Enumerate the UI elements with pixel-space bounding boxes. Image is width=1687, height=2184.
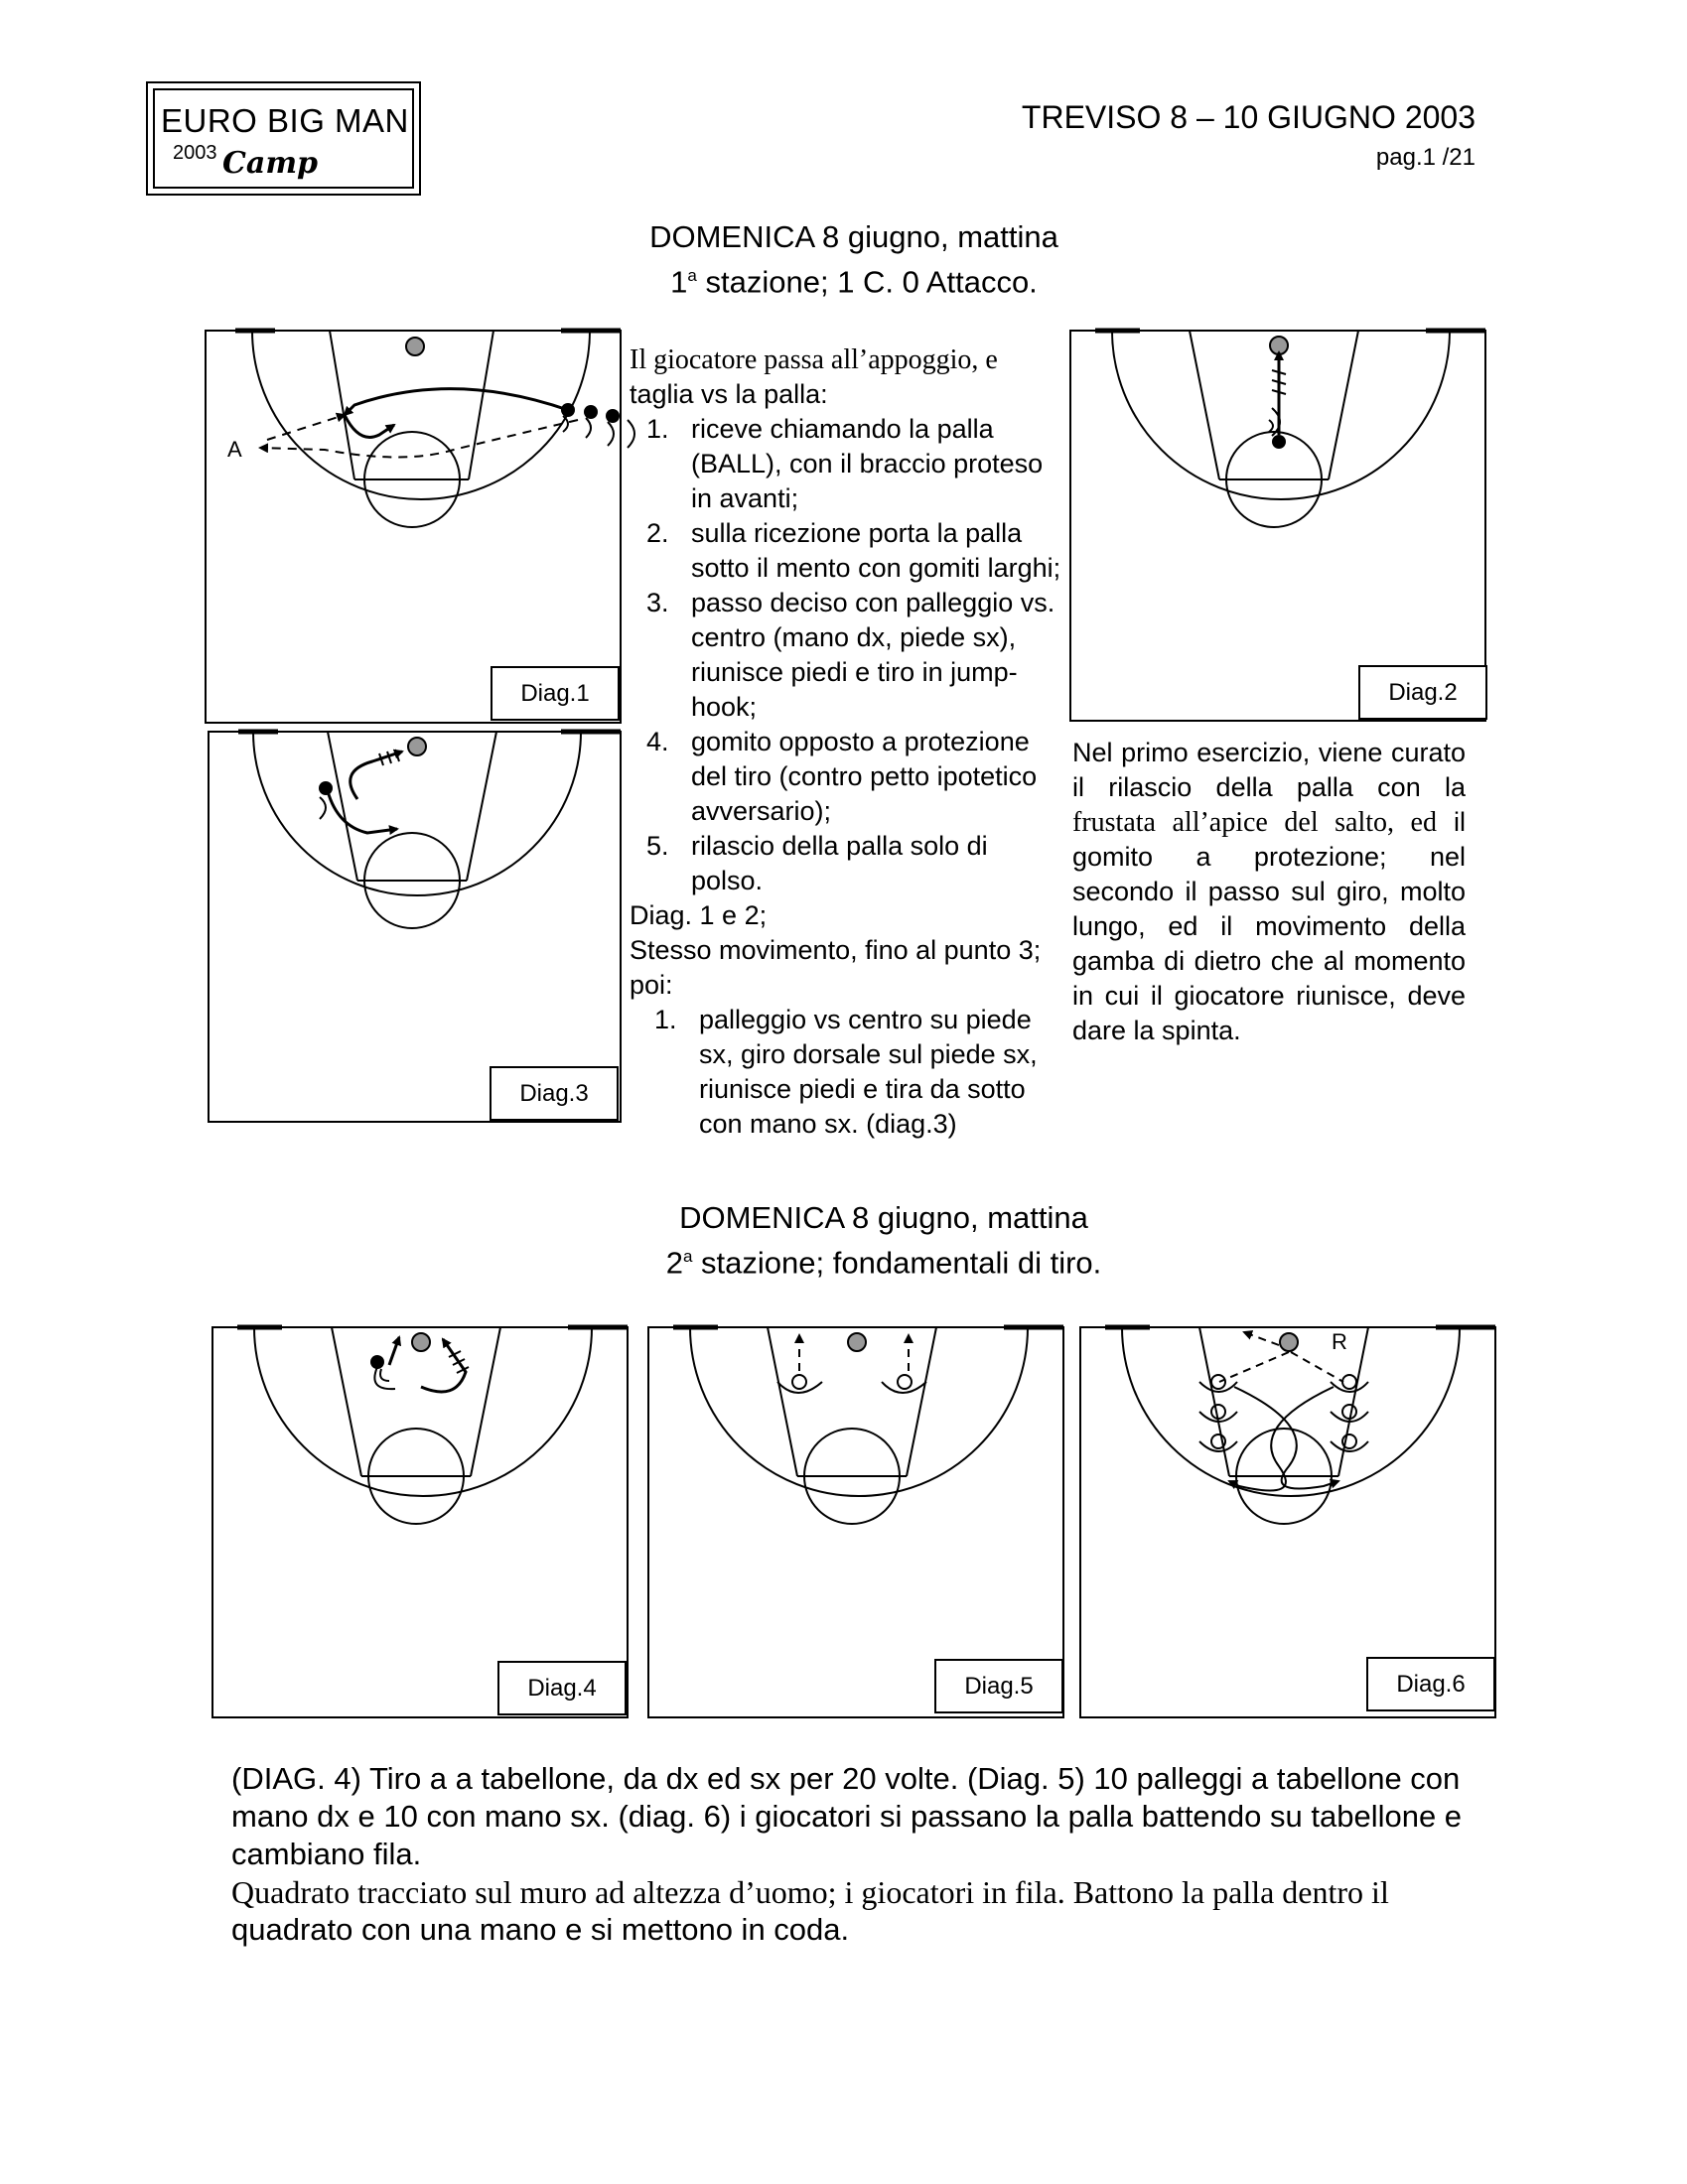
step-text: rilascio della palla solo di polso.: [691, 831, 988, 895]
step-text: sulla ricezione porta la palla sotto il mento con gomiti larghi;: [691, 518, 1061, 583]
right-p1: Nel primo esercizio, viene curato il rilascio della palla con la: [1072, 738, 1466, 802]
steps-list-2: [630, 1003, 1062, 1142]
court-diag2-drawing: [1070, 331, 1485, 721]
diag2-label: Diag.2: [1358, 665, 1487, 720]
bottom-text: [231, 1760, 1473, 1949]
step-text: gomito opposto a protezione del tiro (contro petto ipotetico avversario);: [691, 727, 1038, 826]
step-number: 2.: [646, 518, 669, 548]
bottom-paragraph-1: (DIAG. 4) Tiro a a tabellone, da dx ed sx per 20 volte. (Diag. 5) 10 palleggi a tabellone con mano dx e 10 con mano sx. (diag. 6) i giocatori si passano la palla battendo su tabellone e cambiano fila.: [231, 1761, 1463, 1871]
court-diag1-drawing: [206, 331, 621, 723]
step-text: palleggio vs centro su piede sx, giro dorsale sul piede sx, riunisce piedi e tira da sotto con mano sx. (diag.3): [699, 1005, 1038, 1139]
right-column-text: [1072, 736, 1466, 1048]
marker-a: A: [227, 437, 242, 462]
section1-title-line1: DOMENICA 8 giugno, mattina: [649, 219, 1058, 254]
section2-station-sup: a: [682, 1247, 693, 1266]
intro-rest: taglia vs la palla:: [630, 379, 828, 409]
diag6-label: Diag.6: [1366, 1657, 1495, 1711]
logo-inner-frame: [153, 88, 414, 189]
section2-title-line2: [487, 1237, 1281, 1282]
section1-station-number: 1: [670, 264, 688, 300]
right-p2-serif: frustata all’apice del salto, ed: [1072, 807, 1437, 838]
section1-title: [457, 217, 1251, 301]
step-number: 1.: [654, 1005, 677, 1034]
step-number: 3.: [646, 588, 669, 617]
court-diag6: [1080, 1327, 1495, 1717]
court-diag3: [209, 732, 621, 1122]
diag-reference: Diag. 1 e 2;: [630, 900, 768, 930]
step-text: riceve chiamando la palla (BALL), con il braccio proteso in avanti;: [691, 414, 1044, 513]
court-diag3-drawing: [209, 732, 621, 1122]
step-number: 1.: [646, 414, 669, 444]
diag1-label: Diag.1: [491, 666, 620, 721]
step-item: [630, 829, 1062, 898]
middle-column-text: [630, 342, 1062, 1142]
poi: poi:: [630, 970, 673, 1000]
court-diag4: [212, 1327, 628, 1717]
step-item: [637, 1003, 1062, 1142]
marker-r: R: [1332, 1329, 1347, 1354]
court-diag4-drawing: [212, 1327, 628, 1717]
step-number: 4.: [646, 727, 669, 756]
diag3-label: Diag.3: [490, 1066, 619, 1121]
right-p3: gomito a protezione; nel secondo il passo sul giro, molto lungo, ed il movimento della gamba di dietro che al momento in cui il giocatore riunisce, deve dare la spinta.: [1072, 842, 1466, 1045]
court-diag1: [206, 331, 621, 723]
logo-title: EURO BIG MAN: [161, 102, 409, 139]
step-number: 5.: [646, 831, 669, 861]
step-text: passo deciso con palleggio vs. centro (mano dx, piede sx), riunisce piedi e tiro in jump-hook;: [691, 588, 1055, 722]
step-item: [630, 516, 1062, 586]
event-title: TREVISO 8 – 10 GIUGNO 2003: [1021, 99, 1476, 135]
step-item: [630, 586, 1062, 725]
logo-camp: Camp: [222, 146, 319, 181]
diag4-label: Diag.4: [497, 1661, 627, 1715]
section1-station-text: stazione; 1 C. 0 Attacco.: [696, 264, 1038, 300]
logo-year: 2003: [173, 142, 217, 164]
section2-title-line1: DOMENICA 8 giugno, mattina: [679, 1200, 1088, 1235]
logo: [146, 81, 421, 196]
court-diag5: [648, 1327, 1063, 1717]
bottom-paragraph-2: Quadrato tracciato sul muro ad altezza d’uomo; i giocatori in fila. Battono la palla dentro il: [231, 1874, 1389, 1910]
section2-title: [487, 1198, 1281, 1282]
diag5-label: Diag.5: [934, 1659, 1063, 1713]
steps-list: [630, 412, 1062, 898]
section2-station-number: 2: [665, 1245, 683, 1281]
intro-line: Il giocatore passa all’appoggio, e: [630, 344, 998, 375]
section1-station-sup: a: [687, 266, 697, 285]
step-item: [630, 725, 1062, 829]
step-item: [630, 412, 1062, 516]
court-diag2: [1070, 331, 1485, 721]
section1-title-line2: [457, 256, 1251, 301]
same-movement: Stesso movimento, fino al punto 3;: [630, 935, 1042, 965]
bottom-paragraph-3: quadrato con una mano e si mettono in coda.: [231, 1912, 850, 1947]
page-number: pag.1 /21: [1375, 144, 1476, 171]
right-p2-end: il: [1436, 807, 1466, 837]
section2-station-text: stazione; fondamentali di tiro.: [692, 1245, 1102, 1281]
